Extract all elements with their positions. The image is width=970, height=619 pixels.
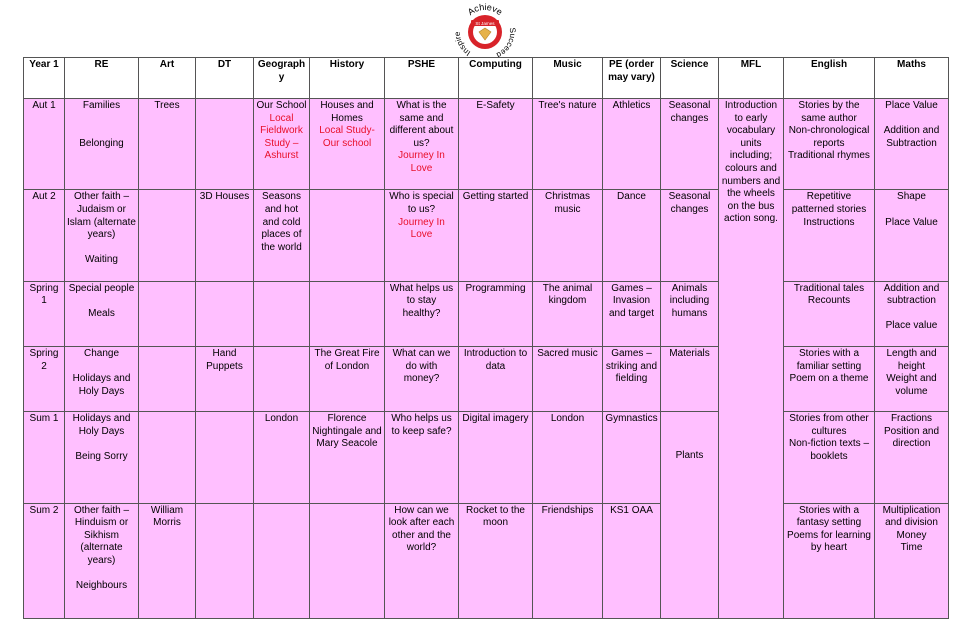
dt-cell <box>196 503 254 618</box>
computing-cell: Rocket to the moon <box>459 503 533 618</box>
english-item: Stories with a fantasy setting <box>796 504 862 529</box>
geography-cell <box>254 503 310 618</box>
header-music: Music <box>533 58 603 99</box>
re-topic: Special people <box>68 282 135 294</box>
english-item: Stories by the same author <box>798 100 860 124</box>
pshe-cell <box>385 190 459 281</box>
mfl-cell: Introduction to early vocabulary units including; colours and numbers and the wheels on the bus action song. <box>719 99 784 619</box>
english-item: Recounts <box>807 295 851 307</box>
english-cell <box>784 281 875 346</box>
geography-cell <box>254 281 310 346</box>
english-item: Stories from other cultures <box>789 413 869 437</box>
maths-cell <box>875 503 949 618</box>
maths-item: Position and direction <box>883 425 940 450</box>
music-cell: London <box>533 412 603 503</box>
science-cell: Animals including humans <box>661 281 719 346</box>
science-cell: Plants <box>661 412 719 619</box>
history-cell <box>310 99 385 190</box>
header-maths: Maths <box>875 58 949 99</box>
art-cell <box>139 190 196 281</box>
pshe-cell: What helps us to stay healthy? <box>385 281 459 346</box>
computing-cell: Programming <box>459 281 533 346</box>
maths-item: Fractions <box>890 413 933 425</box>
pshe-cell <box>385 99 459 190</box>
english-item: Traditional tales <box>793 282 865 294</box>
maths-item: Shape <box>897 191 926 203</box>
music-cell: Friendships <box>533 503 603 618</box>
table-row <box>24 346 949 411</box>
maths-item: Weight and volume <box>886 373 937 397</box>
history-local-study: Local Study- Our school <box>319 125 375 149</box>
table-row <box>24 190 949 281</box>
re-theme: Holidays and Holy Days <box>72 373 131 397</box>
table-row <box>24 412 949 503</box>
art-cell <box>139 346 196 411</box>
re-cell <box>65 99 139 190</box>
history-cell: Florence Nightingale and Mary Seacole <box>310 412 385 503</box>
pshe-cell: How can we look after each other and the world? <box>385 503 459 618</box>
science-cell: Seasonal changes <box>661 190 719 281</box>
pshe-cell: What can we do with money? <box>385 346 459 411</box>
school-logo <box>450 2 520 58</box>
english-cell <box>784 412 875 503</box>
computing-cell: Getting started <box>459 190 533 281</box>
logo-motto-top: Achieve <box>465 2 505 18</box>
header-history: History <box>310 58 385 99</box>
re-cell <box>65 346 139 411</box>
dt-cell: 3D Houses <box>196 190 254 281</box>
science-cell: Materials <box>661 346 719 411</box>
english-item: Stories with a familiar setting <box>796 347 862 372</box>
maths-cell <box>875 346 949 411</box>
re-cell <box>65 281 139 346</box>
english-item: Non-chronological reports <box>788 125 870 149</box>
art-cell <box>139 412 196 503</box>
maths-item: Addition and subtraction <box>883 282 940 307</box>
pe-cell: KS1 OAA <box>603 503 661 618</box>
re-theme: Being Sorry <box>75 450 128 462</box>
header-dt: DT <box>196 58 254 99</box>
geography-cell <box>254 99 310 190</box>
art-cell: Trees <box>139 99 196 190</box>
pe-cell: Dance <box>603 190 661 281</box>
english-item: Non-fiction texts – booklets <box>788 438 870 462</box>
english-cell <box>784 346 875 411</box>
term-label: Spring 1 <box>24 281 65 346</box>
geography-fieldwork: Local Fieldwork Study – Ashurst <box>260 112 303 162</box>
history-cell: The Great Fire of London <box>310 346 385 411</box>
re-theme: Waiting <box>85 254 118 266</box>
term-label: Aut 2 <box>24 190 65 281</box>
header-year: Year 1 <box>24 58 65 99</box>
header-science: Science <box>661 58 719 99</box>
table-row <box>24 503 949 618</box>
music-cell: Tree's nature <box>533 99 603 190</box>
header-pshe: PSHE <box>385 58 459 99</box>
maths-item: Length and height <box>886 347 937 372</box>
maths-item: Place Value <box>885 100 938 111</box>
re-cell <box>65 412 139 503</box>
re-cell <box>65 503 139 618</box>
maths-cell <box>875 190 949 281</box>
header-art: Art <box>139 58 196 99</box>
maths-item: Addition and Subtraction <box>883 125 940 149</box>
english-item: Traditional rhymes <box>788 150 870 162</box>
maths-item: Money <box>896 529 927 541</box>
art-cell: William Morris <box>139 503 196 618</box>
re-topic: Other faith – Judaism or Islam (alternate years) <box>67 191 136 241</box>
dt-cell: Hand Puppets <box>196 346 254 411</box>
pshe-journey-in-love: Journey In Love <box>398 150 445 174</box>
re-topic: Families <box>82 100 121 111</box>
english-item: Poem on a theme <box>789 373 869 385</box>
english-cell <box>784 99 875 190</box>
re-topic: Change <box>83 347 120 359</box>
maths-cell <box>875 99 949 190</box>
re-cell <box>65 190 139 281</box>
re-theme: Belonging <box>79 137 124 149</box>
maths-cell <box>875 281 949 346</box>
header-re: RE <box>65 58 139 99</box>
logo-banner-text: St James <box>475 20 495 26</box>
pshe-journey-in-love: Journey In Love <box>398 216 445 241</box>
pe-cell: Games – striking and fielding <box>603 346 661 411</box>
english-item: Repetitive patterned stories <box>791 191 867 215</box>
music-cell: Sacred music <box>533 346 603 411</box>
english-cell <box>784 503 875 618</box>
header-pe: PE (order may vary) <box>603 58 661 99</box>
maths-item: Multiplication and division <box>882 504 941 529</box>
computing-cell: Introduction to data <box>459 346 533 411</box>
science-cell: Seasonal changes <box>661 99 719 190</box>
geography-topic: Our School <box>256 100 307 111</box>
music-cell: The animal kingdom <box>533 281 603 346</box>
english-cell <box>784 190 875 281</box>
maths-item: Place Value <box>885 216 938 228</box>
history-cell <box>310 281 385 346</box>
geography-cell <box>254 346 310 411</box>
term-label: Sum 2 <box>24 503 65 618</box>
logo-motto-right: Succeed <box>495 27 518 58</box>
re-topic: Other faith – Hinduism or Sikhism (alternate years) <box>73 504 130 566</box>
music-cell: Christmas music <box>533 190 603 281</box>
curriculum-table <box>23 57 949 619</box>
maths-item: Time <box>900 542 923 554</box>
table-row <box>24 99 949 190</box>
header-computing: Computing <box>459 58 533 99</box>
english-item: Instructions <box>803 216 855 228</box>
term-label: Aut 1 <box>24 99 65 190</box>
art-cell <box>139 281 196 346</box>
maths-cell <box>875 412 949 503</box>
dt-cell <box>196 412 254 503</box>
pe-cell: Gymnastics <box>603 412 661 503</box>
header-mfl: MFL <box>719 58 784 99</box>
logo-motto-left: Inspire <box>452 31 472 58</box>
pshe-topic: Who is special to us? <box>389 191 454 215</box>
pshe-topic: What is the same and different about us? <box>389 100 454 149</box>
re-theme: Meals <box>88 307 115 319</box>
header-geography: Geography <box>254 58 310 99</box>
table-row <box>24 281 949 346</box>
computing-cell: Digital imagery <box>459 412 533 503</box>
re-topic: Holidays and Holy Days <box>72 413 131 437</box>
history-cell <box>310 190 385 281</box>
pe-cell: Games – Invasion and target <box>603 281 661 346</box>
history-cell <box>310 503 385 618</box>
term-label: Sum 1 <box>24 412 65 503</box>
computing-cell: E-Safety <box>459 99 533 190</box>
history-topic: Houses and Homes <box>320 100 374 124</box>
header-row <box>24 58 949 99</box>
dt-cell <box>196 99 254 190</box>
geography-cell: Seasons and hot and cold places of the world <box>254 190 310 281</box>
pe-cell: Athletics <box>603 99 661 190</box>
header-english: English <box>784 58 875 99</box>
pshe-cell: Who helps us to keep safe? <box>385 412 459 503</box>
maths-item: Place value <box>885 320 938 332</box>
term-label: Spring 2 <box>24 346 65 411</box>
geography-cell: London <box>254 412 310 503</box>
dt-cell <box>196 281 254 346</box>
english-item: Poems for learning by heart <box>787 529 871 554</box>
re-theme: Neighbours <box>75 580 128 592</box>
